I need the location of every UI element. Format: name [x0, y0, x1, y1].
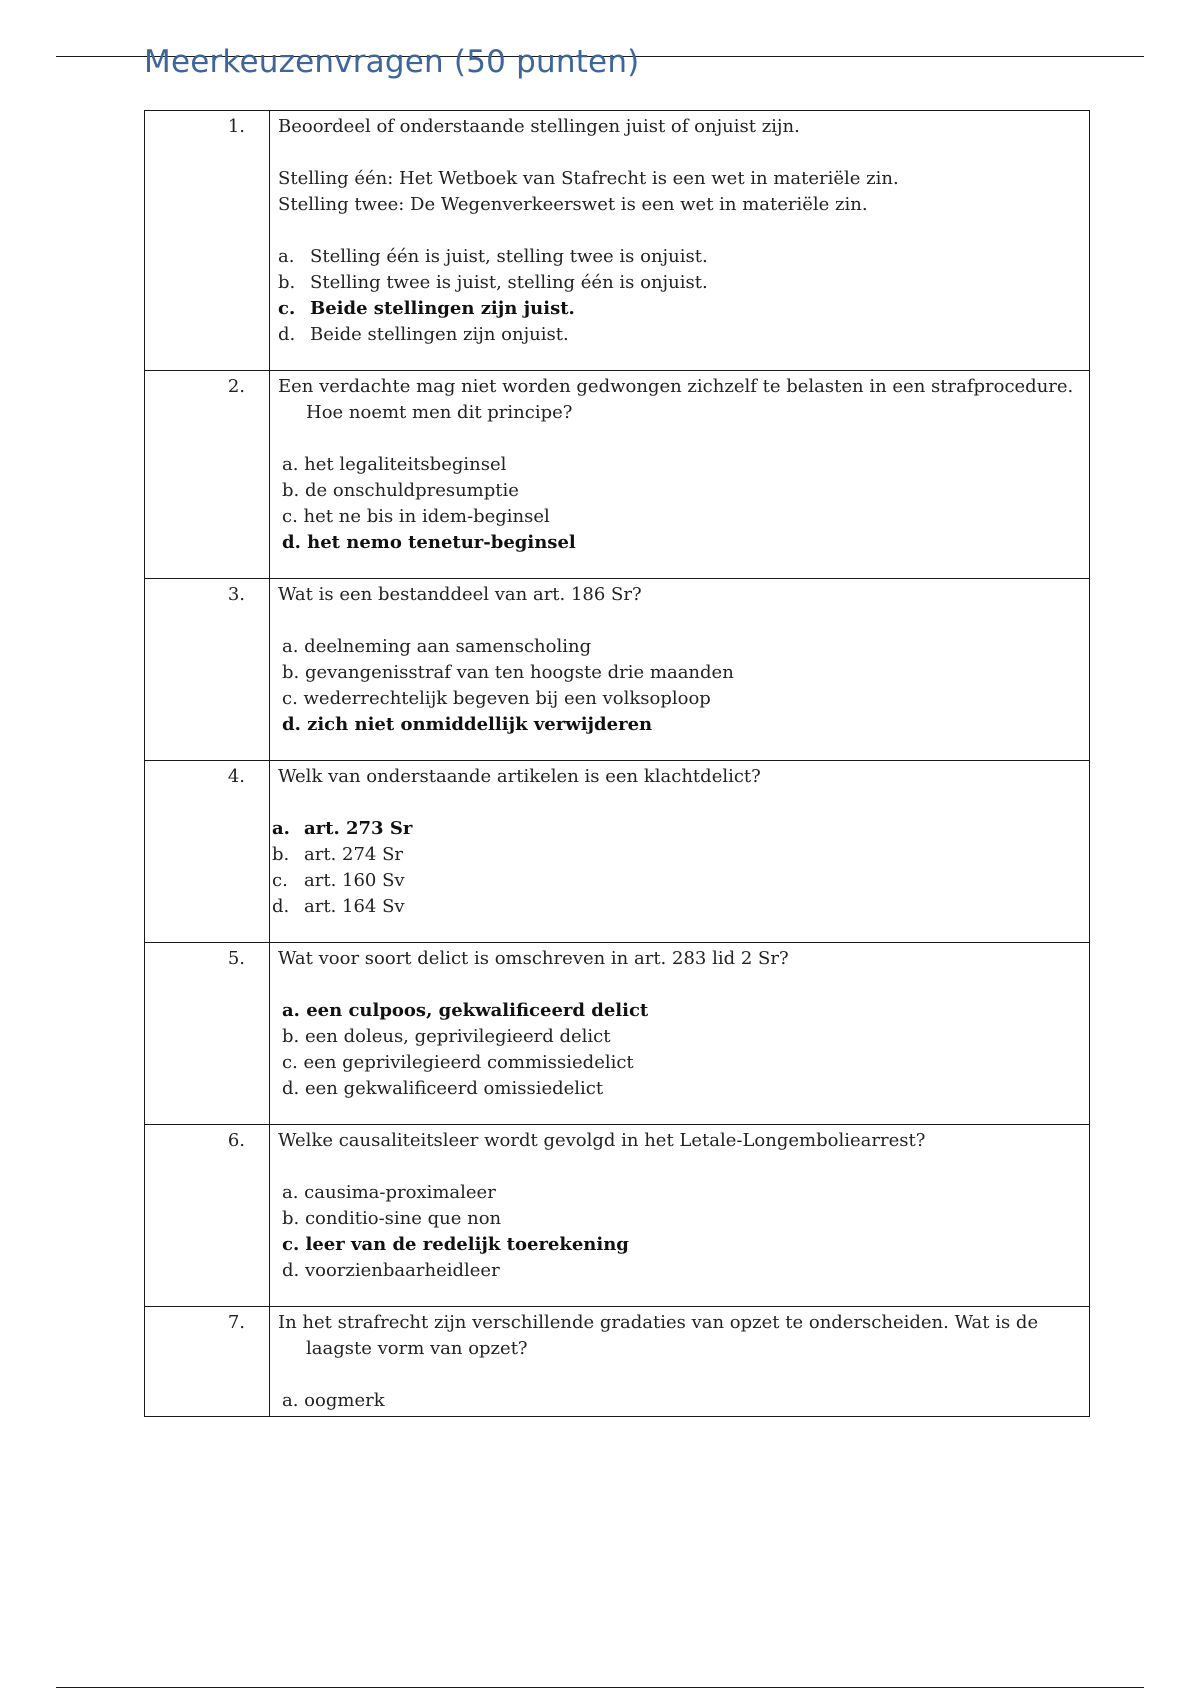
answer-options: [278, 244, 1079, 348]
option-text: art. 164 Sv: [304, 896, 405, 917]
option-b: [272, 842, 1079, 868]
option-c: c. een geprivilegieerd commissiedelict: [282, 1052, 634, 1073]
question-text: [278, 374, 1079, 426]
question-row-4: [145, 761, 1090, 943]
question-text: Welk van onderstaande artikelen is een klachtdelict?: [278, 766, 761, 787]
question-number: 1.: [145, 111, 270, 371]
statement-1: Stelling één: Het Wetboek van Stafrecht is een wet in materiële zin.: [278, 168, 899, 189]
option-c: c. het ne bis in idem-beginsel: [282, 506, 550, 527]
option-text: Stelling één is juist, stelling twee is onjuist.: [310, 246, 708, 267]
question-row-1: [145, 111, 1090, 371]
question-body: [270, 761, 1090, 943]
option-c-correct: c. leer van de redelijk toerekening: [282, 1234, 629, 1255]
question-text: Welke causaliteitsleer wordt gevolgd in het Letale-Longemboliearrest?: [278, 1130, 926, 1151]
option-d-correct: d. zich niet onmiddellijk verwijderen: [282, 714, 653, 735]
answer-options: [278, 1388, 1079, 1414]
question-text: [278, 1310, 1079, 1362]
question-number: 2.: [145, 371, 270, 579]
question-text-line-1: In het strafrecht zijn verschillende gradaties van opzet te onderscheiden. Wat is de: [278, 1312, 1039, 1333]
option-a: a. deelneming aan samenscholing: [282, 636, 592, 657]
option-c-correct: [278, 296, 1079, 322]
option-b: b. een doleus, geprivilegieerd delict: [282, 1026, 611, 1047]
option-c: c. wederrechtelijk begeven bij een volksoploop: [282, 688, 711, 709]
page-title: Meerkeuzenvragen (50 punten): [144, 44, 640, 80]
option-a: a. causima-proximaleer: [282, 1182, 496, 1203]
option-d: [272, 894, 1079, 920]
statements: [278, 166, 1079, 218]
option-letter: c.: [272, 870, 288, 891]
question-body: [270, 1307, 1090, 1417]
question-body: [270, 579, 1090, 761]
question-text-line-2: laagste vorm van opzet?: [306, 1338, 528, 1359]
option-d: d. voorzienbaarheidleer: [282, 1260, 500, 1281]
option-text: Stelling twee is juist, stelling één is onjuist.: [310, 272, 708, 293]
option-b: b. conditio-sine que non: [282, 1208, 502, 1229]
option-letter: d.: [278, 324, 296, 345]
option-text: art. 274 Sr: [304, 844, 404, 865]
option-d-correct: d. het nemo tenetur-beginsel: [282, 532, 576, 553]
question-number: 6.: [145, 1125, 270, 1307]
option-a: a. oogmerk: [282, 1390, 385, 1411]
option-b: b. de onschuldpresumptie: [282, 480, 519, 501]
question-text: Beoordeel of onderstaande stellingen juist of onjuist zijn.: [278, 116, 800, 137]
question-number: 7.: [145, 1307, 270, 1417]
option-b: [278, 270, 1079, 296]
question-text-line-1: Een verdachte mag niet worden gedwongen zichzelf te belasten in een strafprocedure.: [278, 376, 1074, 397]
answer-options: [278, 452, 1079, 556]
question-number: 3.: [145, 579, 270, 761]
question-body: [270, 111, 1090, 371]
option-c: [272, 868, 1079, 894]
question-number: 5.: [145, 943, 270, 1125]
option-text: Beide stellingen zijn onjuist.: [310, 324, 569, 345]
option-d: d. een gekwalificeerd omissiedelict: [282, 1078, 604, 1099]
option-a: a. het legaliteitsbeginsel: [282, 454, 507, 475]
option-letter: d.: [272, 896, 290, 917]
answer-options: [278, 1180, 1079, 1284]
answer-options: [278, 998, 1079, 1102]
footer-rule: [56, 1687, 1144, 1688]
option-letter: a.: [278, 246, 295, 267]
question-number: 4.: [145, 761, 270, 943]
question-row-3: [145, 579, 1090, 761]
option-a: [278, 244, 1079, 270]
question-body: [270, 943, 1090, 1125]
option-b: b. gevangenisstraf van ten hoogste drie maanden: [282, 662, 734, 683]
option-letter: b.: [272, 844, 290, 865]
question-row-2: [145, 371, 1090, 579]
question-body: [270, 371, 1090, 579]
question-row-6: [145, 1125, 1090, 1307]
question-text: Wat voor soort delict is omschreven in art. 283 lid 2 Sr?: [278, 948, 789, 969]
option-letter: b.: [278, 272, 296, 293]
question-row-5: [145, 943, 1090, 1125]
question-row-7: [145, 1307, 1090, 1417]
question-body: [270, 1125, 1090, 1307]
answer-options: [278, 634, 1079, 738]
option-letter: c.: [278, 298, 296, 319]
option-a-correct: a. een culpoos, gekwalificeerd delict: [282, 1000, 649, 1021]
option-d: [278, 322, 1079, 348]
option-text: Beide stellingen zijn juist.: [310, 298, 575, 319]
question-text-line-2: Hoe noemt men dit principe?: [306, 402, 573, 423]
questions-table: [144, 110, 1090, 1417]
question-text: Wat is een bestanddeel van art. 186 Sr?: [278, 584, 642, 605]
answer-options: [272, 816, 1079, 920]
option-letter: a.: [272, 818, 290, 839]
option-text: art. 273 Sr: [304, 818, 413, 839]
option-a-correct: [272, 816, 1079, 842]
option-text: art. 160 Sv: [304, 870, 405, 891]
statement-2: Stelling twee: De Wegenverkeerswet is een wet in materiële zin.: [278, 194, 868, 215]
